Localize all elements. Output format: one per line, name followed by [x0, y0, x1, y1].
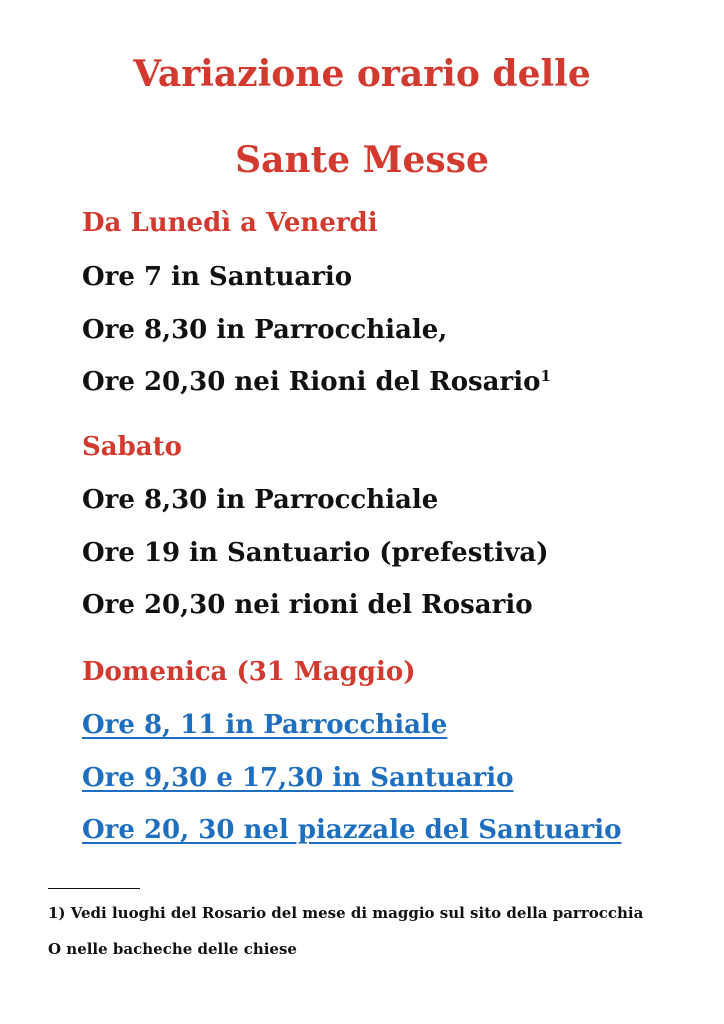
title-line-2: Sante Messe	[235, 139, 489, 181]
footnote-line-2: O nelle bacheche delle chiese	[48, 940, 297, 958]
weekday-mass-3-text: Ore 20,30 nei Rioni del Rosario	[82, 367, 541, 397]
sunday-mass-link-2[interactable]: Ore 9,30 e 17,30 in Santuario	[82, 763, 514, 793]
weekday-mass-2: Ore 8,30 in Parrocchiale,	[82, 315, 448, 345]
weekday-mass-1: Ore 7 in Santuario	[82, 262, 353, 292]
saturday-mass-1: Ore 8,30 in Parrocchiale	[82, 485, 439, 515]
footnote-line-1: 1) Vedi luoghi del Rosario del mese di maggio sul sito della parrocchia	[48, 904, 644, 922]
sunday-mass-link-3[interactable]: Ore 20, 30 nel piazzale del Santuario	[82, 815, 622, 845]
footnote-reference[interactable]: 1	[540, 367, 551, 385]
weekdays-heading: Da Lunedì a Venerdi	[82, 208, 378, 238]
weekday-mass-3	[82, 369, 551, 395]
title-line-1: Variazione orario delle	[133, 53, 591, 95]
saturday-mass-2: Ore 19 in Santuario (prefestiva)	[82, 538, 549, 568]
saturday-heading: Sabato	[82, 432, 183, 462]
saturday-mass-3: Ore 20,30 nei rioni del Rosario	[82, 590, 533, 620]
footnote-separator	[48, 888, 140, 889]
sunday-mass-link-1[interactable]: Ore 8, 11 in Parrocchiale	[82, 710, 448, 740]
sunday-heading: Domenica (31 Maggio)	[82, 657, 416, 687]
